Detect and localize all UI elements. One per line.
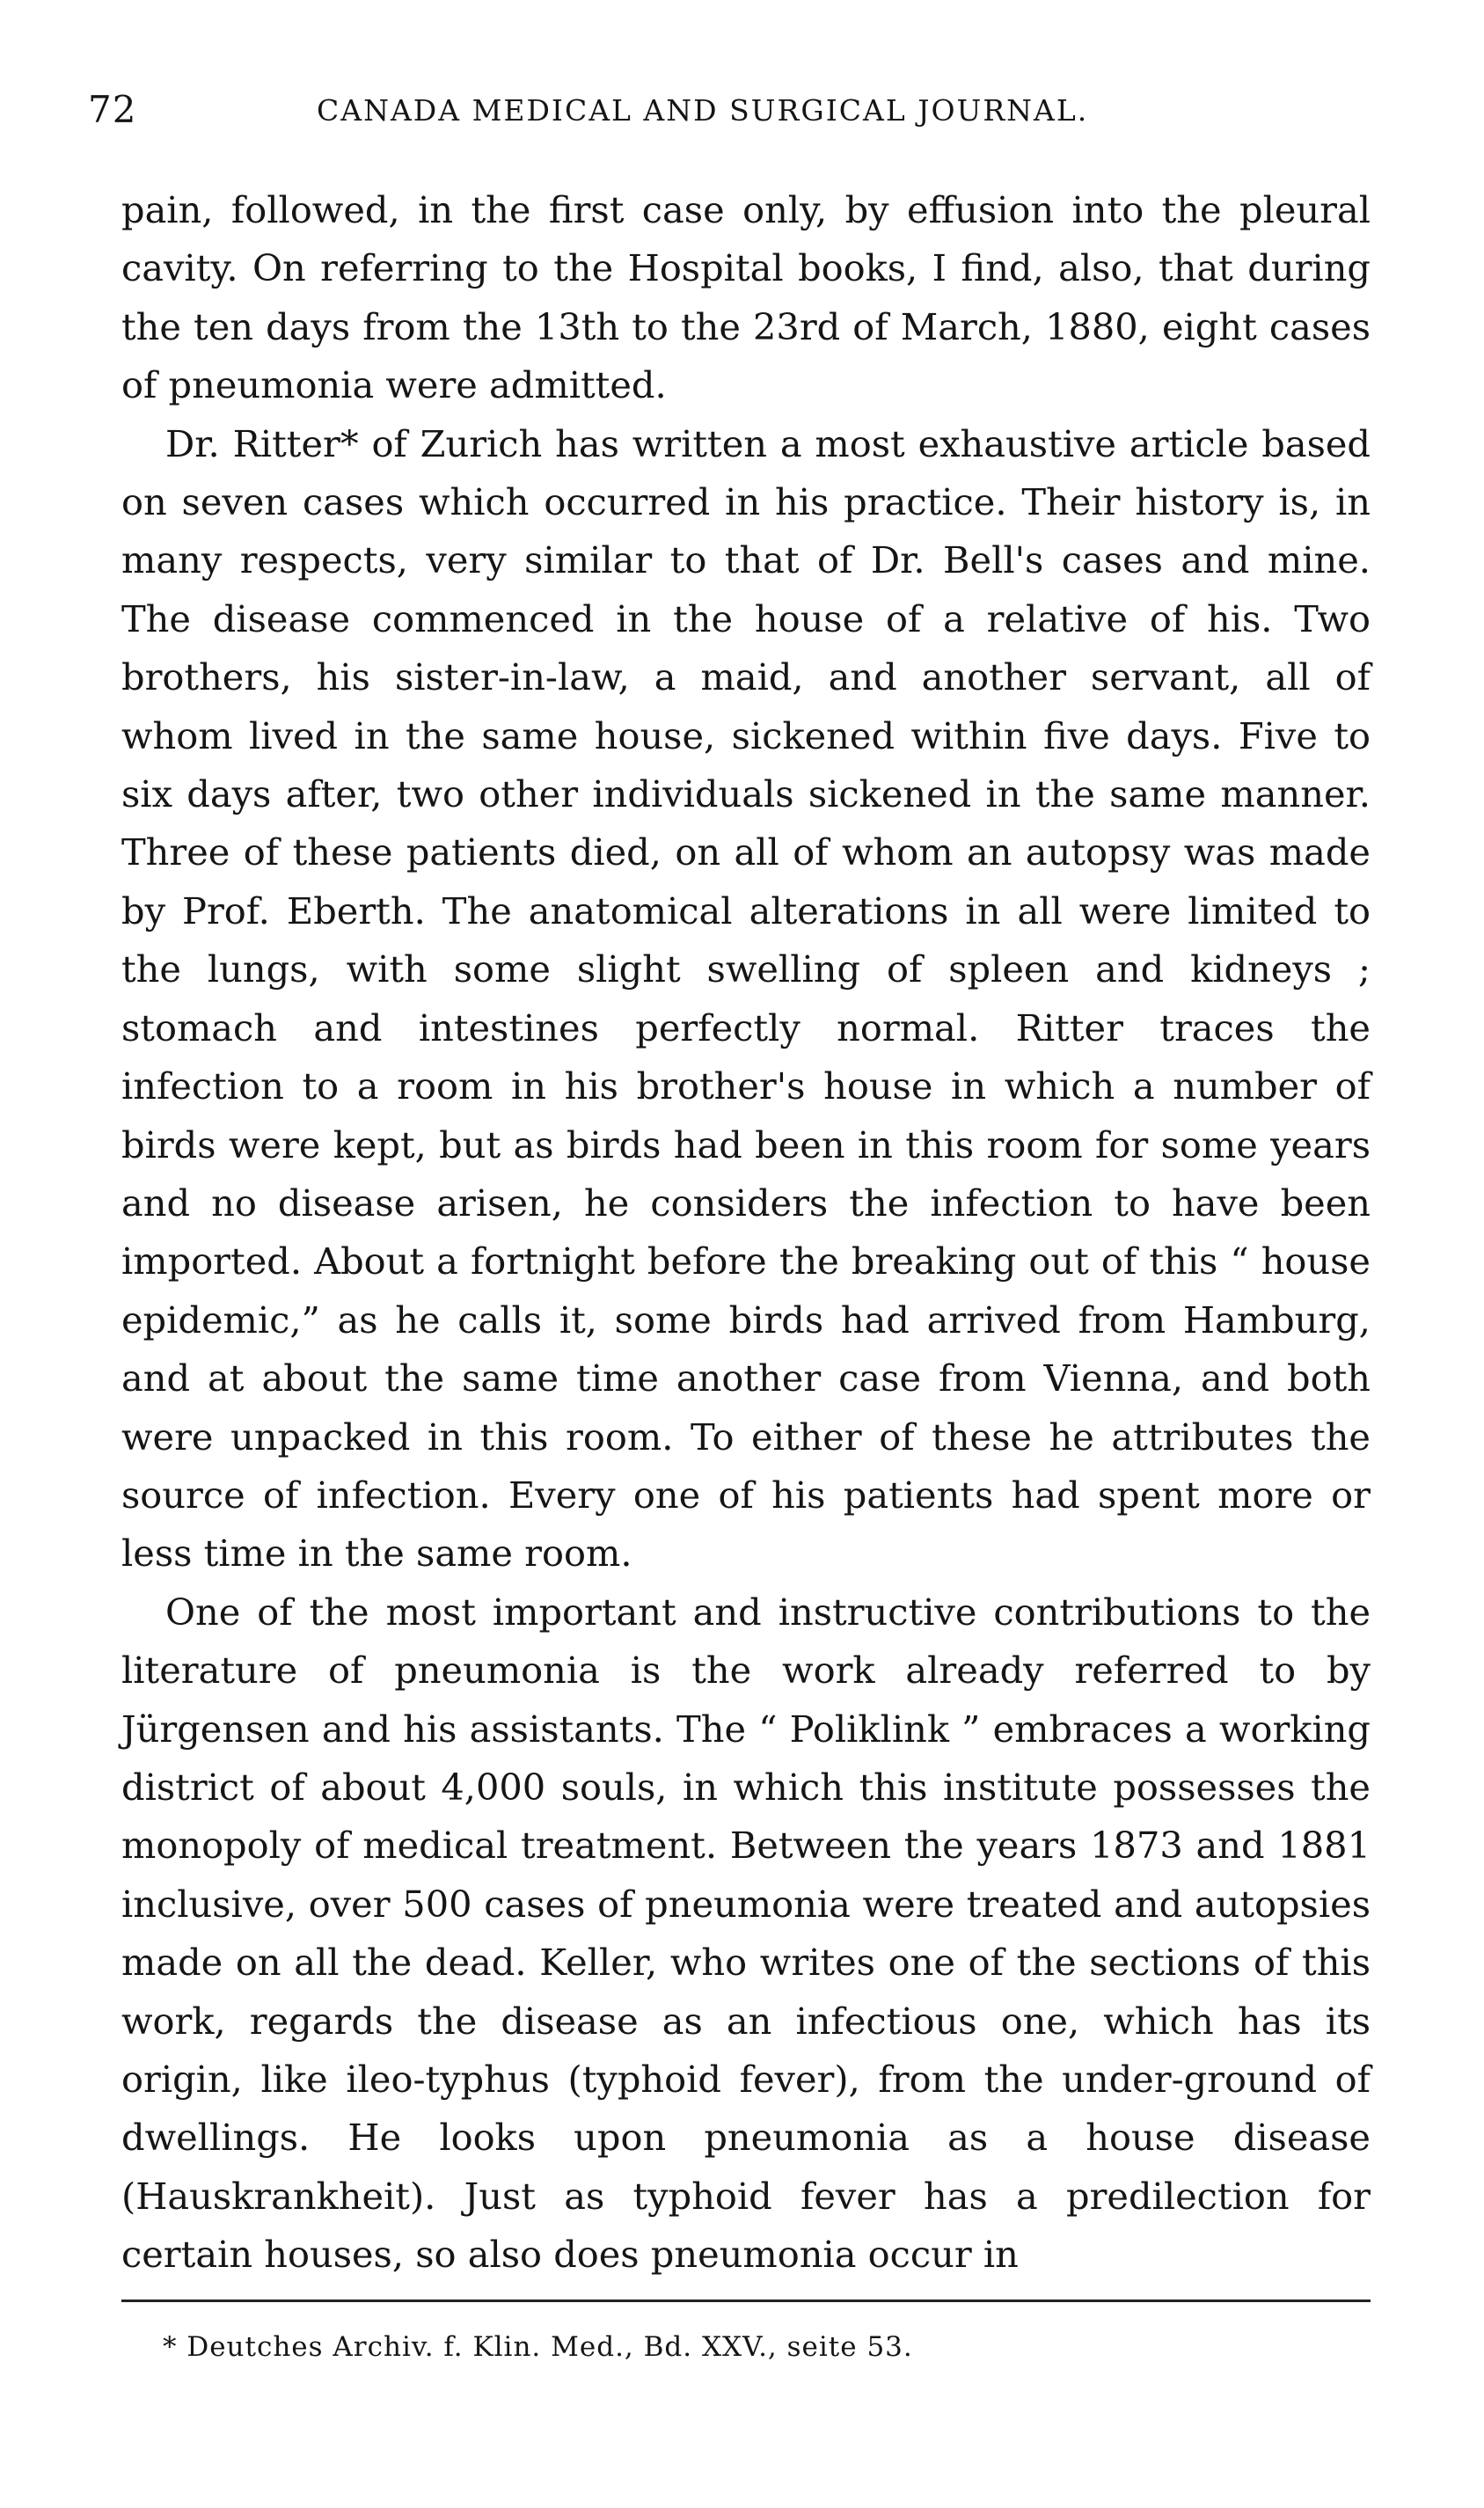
- footnote: * Deutches Archiv. f. Klin. Med., Bd. XXV., seite 53.: [163, 2331, 913, 2363]
- body-text: [121, 181, 1371, 2285]
- paragraph-jurgensen: One of the most important and instructive contributions to the literature of pneumonia is the work already referred to by Jürgensen and his assistants. The “ Poliklink ” embraces a working district of about 4,000 souls, in which this institute possesses the monopoly of medical treatment. Between the years 1873 and 1881 inclusive, over 500 cases of pneumonia were treated and autopsies made on all the dead. Keller, who writes one of the sections of this work, regards the disease as an infectious one, which has its origin, like ileo-typhus (typhoid fever), from the under-ground of dwellings. He looks upon pneumonia as a house disease (Hauskrankheit). Just as typhoid fever has a predilection for certain houses, so also does pneumonia occur in: [121, 1590, 1371, 2277]
- running-title: CANADA MEDICAL AND SURGICAL JOURNAL.: [317, 93, 1089, 128]
- paragraph-continuation: pain, followed, in the first case only, by effusion into the pleural cavity. On referring to the Hospital books, I find, also, that during the ten days from the 13th to the 23rd of March, 1880, eight cases of pneumonia were admitted.: [121, 188, 1371, 407]
- page-header: [88, 88, 1407, 141]
- page-number: 72: [88, 88, 137, 131]
- paragraph-ritter: Dr. Ritter* of Zurich has written a most exhaustive article based on seven cases which occurred in his practice. Their history is, in many respects, very similar to that of Dr. Bell's cases and mine. The disease commenced in the house of a relative of his. Two brothers, his sister-in-law, a maid, and another servant, all of whom lived in the same house, sickened within five days. Five to six days after, two other individuals sickened in the same manner. Three of these patients died, on all of whom an autopsy was made by Prof. Eberth. The anatomical alterations in all were limited to the lungs, with some slight swelling of spleen and kidneys ; stomach and intestines perfectly normal. Ritter traces the infection to a room in his brother's house in which a number of birds were kept, but as birds had been in this room for some years and no disease arisen, he considers the infection to have been imported. About a fortnight before the breaking out of this “ house epidemic,” as he calls it, some birds had arrived from Hamburg, and at about the same time another case from Vienna, and both were unpacked in this room. To either of these he attributes the source of infection. Every one of his patients had spent more or less time in the same room.: [121, 421, 1371, 1576]
- footnote-divider: [121, 2300, 1371, 2302]
